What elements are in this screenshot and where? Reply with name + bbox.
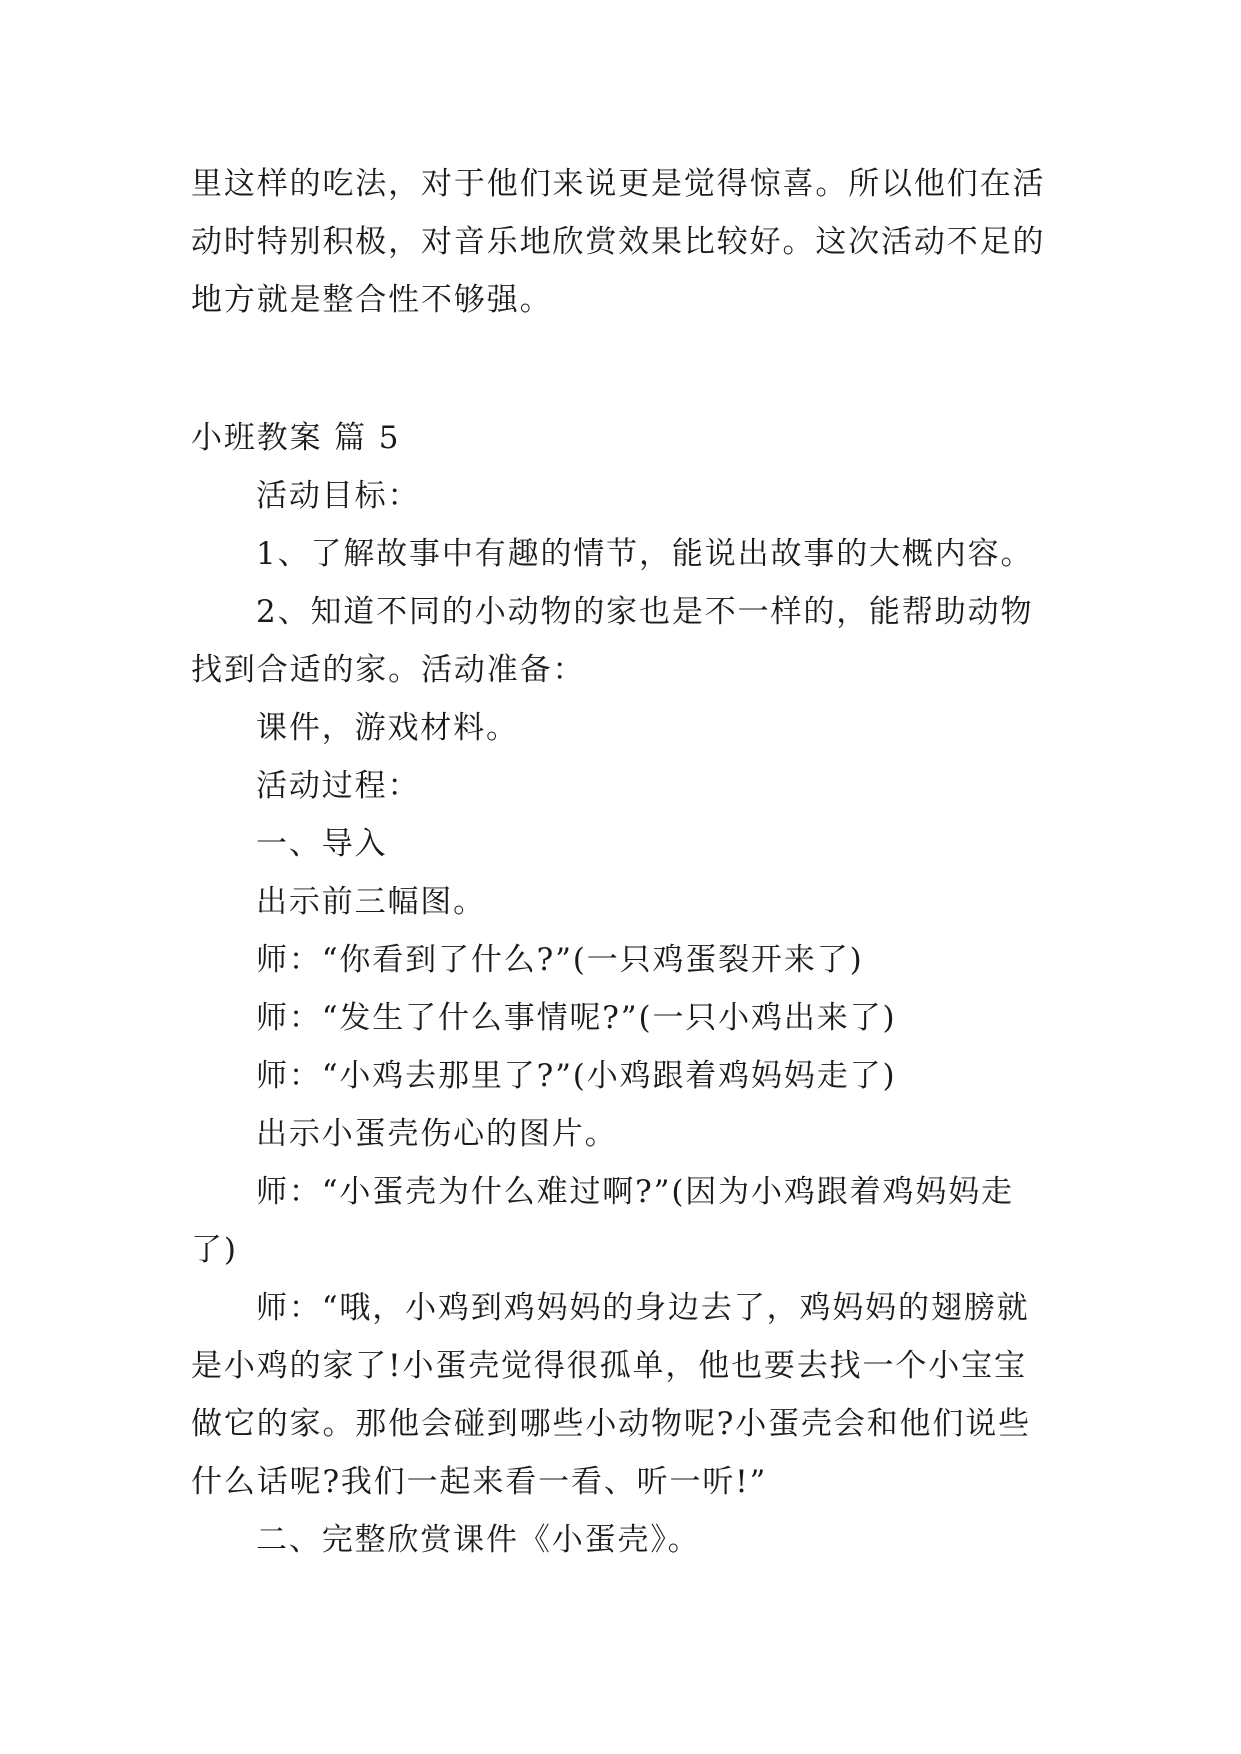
goal-2-line-2: 找到合适的家。活动准备：	[191, 652, 586, 688]
teacher-speech-line: 什么话呢?我们一起来看一看、听一听!”	[191, 1464, 768, 1500]
paragraph-line: 地方就是整合性不够强。	[191, 282, 553, 318]
teacher-speech-line: 是小鸡的家了!小蛋壳觉得很孤单，他也要去找一个小宝宝	[191, 1348, 1027, 1384]
paragraph-line: 里这样的吃法，对于他们来说更是觉得惊喜。所以他们在活	[191, 166, 1046, 202]
goal-2-line-1: 2、知道不同的小动物的家也是不一样的，能帮助动物	[256, 594, 1034, 630]
why-sad-line-2: 了)	[191, 1232, 238, 1268]
teacher-speech-line: 师：“哦，小鸡到鸡妈妈的身边去了，鸡妈妈的翅膀就	[256, 1290, 1030, 1326]
goal-1: 1、了解故事中有趣的情节，能说出故事的大概内容。	[256, 536, 1034, 572]
paragraph-line: 动时特别积极，对音乐地欣赏效果比较好。这次活动不足的	[191, 224, 1046, 260]
dialogue-line: 师：“你看到了什么?”(一只鸡蛋裂开来了)	[256, 942, 864, 978]
document-page	[191, 155, 1051, 1569]
process-label: 活动过程：	[256, 768, 421, 804]
teacher-speech-line: 做它的家。那他会碰到哪些小动物呢?小蛋壳会和他们说些	[191, 1406, 1031, 1442]
section-title: 小班教案 篇 5	[191, 420, 401, 456]
show-pictures: 出示前三幅图。	[256, 884, 487, 920]
section-gap	[191, 329, 1051, 409]
dialogue-line: 师：“小鸡去那里了?”(小鸡跟着鸡妈妈走了)	[256, 1058, 897, 1094]
show-sad-picture: 出示小蛋壳伤心的图片。	[256, 1116, 618, 1152]
why-sad-line-1: 师：“小蛋壳为什么难过啊?”(因为小鸡跟着鸡妈妈走	[256, 1174, 1014, 1210]
materials: 课件，游戏材料。	[256, 710, 519, 746]
step-1-heading: 一、导入	[256, 826, 388, 862]
dialogue-line: 师：“发生了什么事情呢?”(一只小鸡出来了)	[256, 1000, 897, 1036]
goals-label: 活动目标：	[256, 478, 421, 514]
step-2-heading: 二、完整欣赏课件《小蛋壳》。	[256, 1522, 701, 1558]
